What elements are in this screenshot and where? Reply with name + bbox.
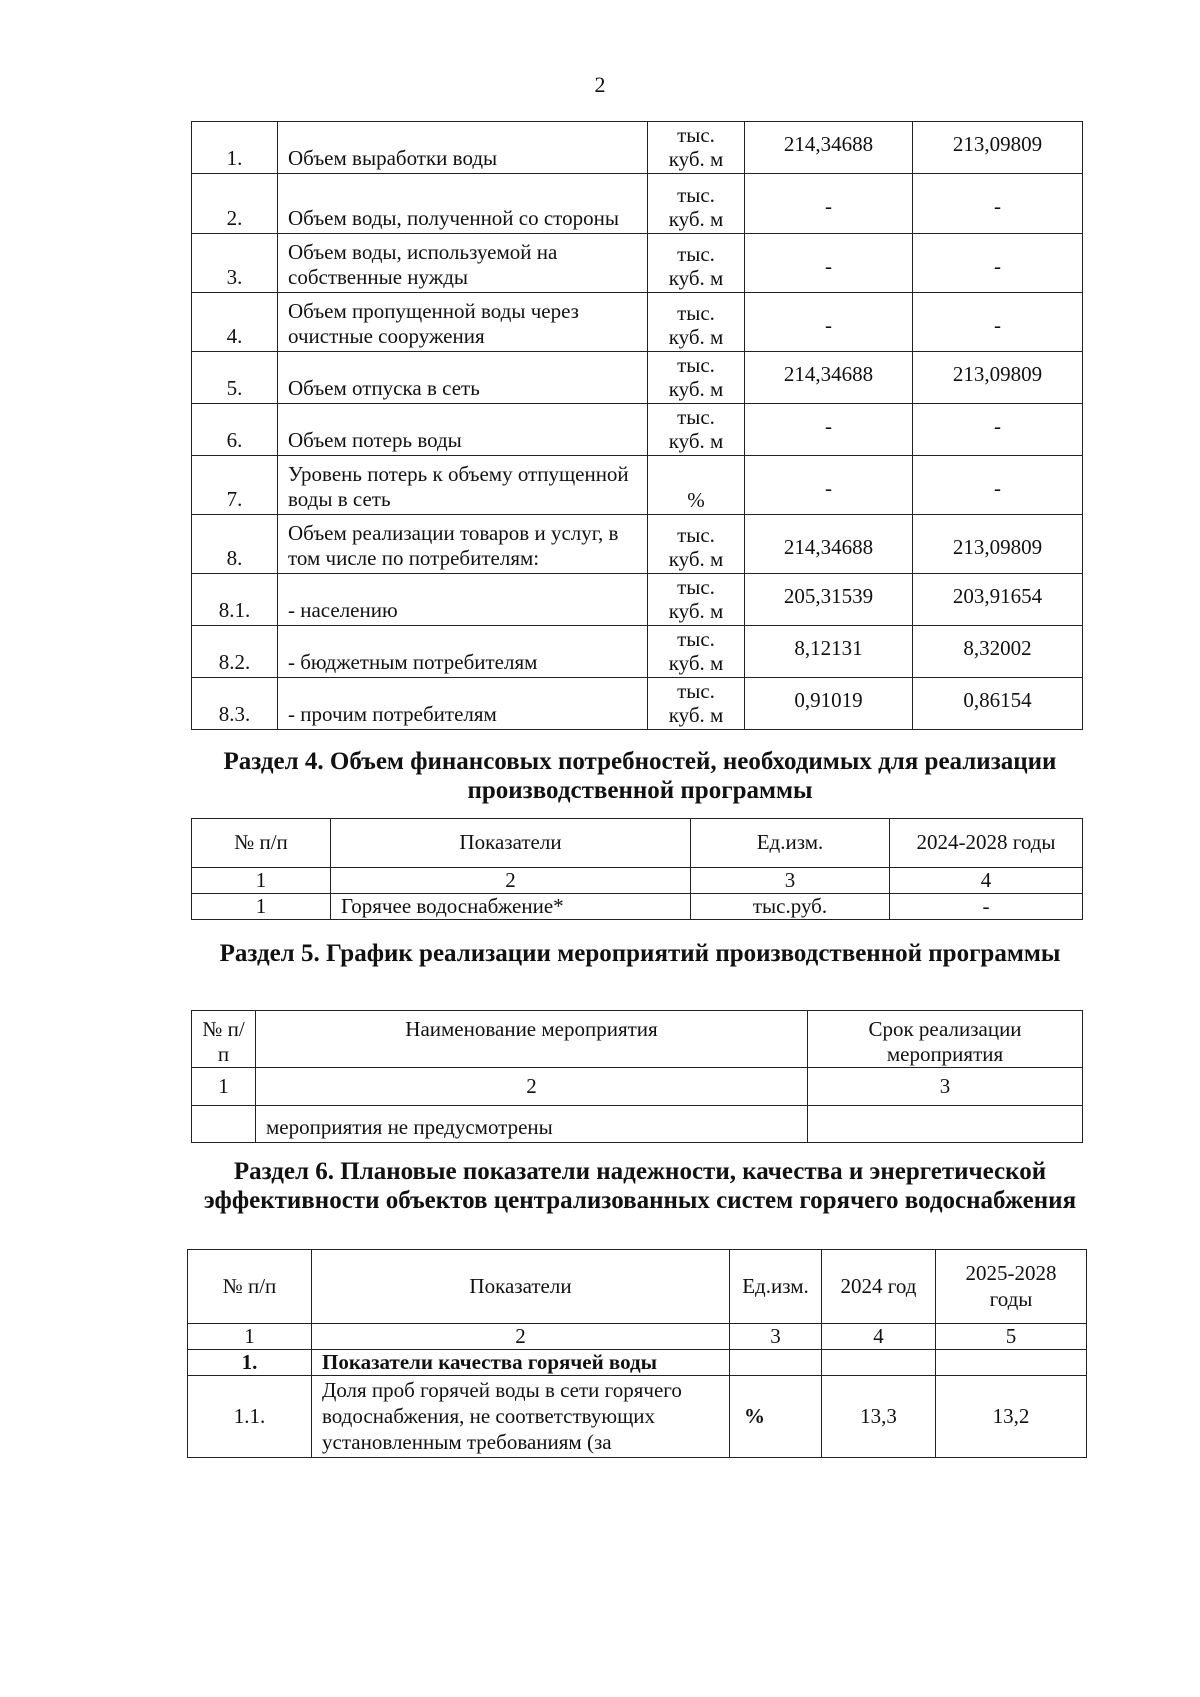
- row-name: Доля проб горячей воды в сети горячего водоснабжения, не соответствующих установленным требованиям (за: [312, 1376, 730, 1458]
- section-6-title: Раздел 6. Плановые показатели надежности, качества и энергетической эффективности объектов централизованных систем горячего водоснабжения: [203, 1158, 1077, 1214]
- row-unit: тыс. куб. м: [648, 574, 745, 626]
- row-unit: тыс. куб. м: [648, 352, 745, 404]
- row-unit: тыс. куб. м: [648, 293, 745, 352]
- row-name: Объем реализации товаров и услуг, в том числе по потребителям:: [278, 515, 648, 574]
- column-number: 2: [331, 868, 691, 894]
- row-value: -: [890, 894, 1083, 920]
- row-value-2: 203,91654: [913, 574, 1083, 626]
- column-number: 4: [890, 868, 1083, 894]
- row-name: Объем потерь воды: [278, 404, 648, 456]
- table-row: [192, 515, 1083, 574]
- column-number: 4: [822, 1324, 936, 1350]
- table-row: [192, 456, 1083, 515]
- row-value-2: -: [913, 456, 1083, 515]
- row-value-2: -: [913, 404, 1083, 456]
- column-number: 3: [730, 1324, 822, 1350]
- header-cell: 2025-2028 годы: [936, 1250, 1087, 1324]
- row-name: Объем отпуска в сеть: [278, 352, 648, 404]
- page-number: 2: [594, 72, 606, 97]
- row-number: 8.3.: [192, 678, 278, 730]
- row-number: [192, 1106, 256, 1143]
- column-number-row: [188, 1324, 1087, 1350]
- column-number-row: [192, 1068, 1083, 1106]
- row-number: 6.: [192, 404, 278, 456]
- row-number: 8.: [192, 515, 278, 574]
- row-number: 8.1.: [192, 574, 278, 626]
- row-value-1: -: [745, 174, 913, 234]
- header-cell: Срок реализации мероприятия: [808, 1011, 1083, 1068]
- table-row: [192, 122, 1083, 174]
- row-value-1: 205,31539: [745, 574, 913, 626]
- column-number: 1: [188, 1324, 312, 1350]
- table-row: [192, 174, 1083, 234]
- table-row: [192, 626, 1083, 678]
- row-number: 7.: [192, 456, 278, 515]
- row-number: 8.2.: [192, 626, 278, 678]
- row-value-1: 8,12131: [745, 626, 913, 678]
- row-value-2: 0,86154: [913, 678, 1083, 730]
- row-name: Объем выработки воды: [278, 122, 648, 174]
- row-name: - прочим потребителям: [278, 678, 648, 730]
- row-unit: тыс. куб. м: [648, 515, 745, 574]
- row-unit: тыс. куб. м: [648, 404, 745, 456]
- row-unit: тыс.руб.: [691, 894, 890, 920]
- table-header-row: [188, 1250, 1087, 1324]
- header-cell: 2024-2028 годы: [890, 819, 1083, 868]
- section-4-table: [191, 818, 1083, 920]
- table-row: [192, 352, 1083, 404]
- row-name: Горячее водоснабжение*: [331, 894, 691, 920]
- row-name: Объем пропущенной воды через очистные сооружения: [278, 293, 648, 352]
- empty-cell: [936, 1350, 1087, 1376]
- header-cell: № п/п: [192, 1011, 256, 1068]
- row-number: 3.: [192, 234, 278, 293]
- header-cell: Показатели: [331, 819, 691, 868]
- section-6-table: [187, 1249, 1087, 1458]
- header-cell: Показатели: [312, 1250, 730, 1324]
- table-row: [188, 1376, 1087, 1458]
- row-number: 1.: [192, 122, 278, 174]
- row-value-2: 213,09809: [913, 352, 1083, 404]
- table-row: [192, 1106, 1083, 1143]
- row-value-2: 213,09809: [913, 122, 1083, 174]
- row-name: - бюджетным потребителям: [278, 626, 648, 678]
- section-4-title: Раздел 4. Объем финансовых потребностей, необходимых для реализации производственной программы: [223, 748, 1057, 804]
- row-unit: тыс. куб. м: [648, 174, 745, 234]
- row-value-2: -: [913, 234, 1083, 293]
- row-number: 1: [192, 894, 331, 920]
- row-unit: %: [648, 456, 745, 515]
- row-number: 5.: [192, 352, 278, 404]
- column-number: 3: [808, 1068, 1083, 1106]
- column-number: 2: [312, 1324, 730, 1350]
- group-row: [188, 1350, 1087, 1376]
- table-row: [192, 678, 1083, 730]
- row-value-2024: 13,3: [822, 1376, 936, 1458]
- row-value-1: -: [745, 234, 913, 293]
- row-value-1: -: [745, 293, 913, 352]
- row-name: - населению: [278, 574, 648, 626]
- table-row: [192, 293, 1083, 352]
- header-cell: Наименование мероприятия: [256, 1011, 808, 1068]
- section-5-table: [191, 1010, 1083, 1143]
- row-value-2: -: [913, 293, 1083, 352]
- row-term: [808, 1106, 1083, 1143]
- header-cell: № п/п: [192, 819, 331, 868]
- table-header-row: [192, 819, 1083, 868]
- row-unit: тыс. куб. м: [648, 122, 745, 174]
- row-unit: %: [730, 1376, 822, 1458]
- row-value-2: -: [913, 174, 1083, 234]
- row-value-1: 214,34688: [745, 352, 913, 404]
- row-number: 4.: [192, 293, 278, 352]
- column-number-row: [192, 868, 1083, 894]
- row-number: 1.1.: [188, 1376, 312, 1458]
- row-value-1: 214,34688: [745, 515, 913, 574]
- row-name: Уровень потерь к объему отпущенной воды в сеть: [278, 456, 648, 515]
- row-value-2: 213,09809: [913, 515, 1083, 574]
- row-value-1: -: [745, 404, 913, 456]
- table-row: [192, 404, 1083, 456]
- row-value-1: 0,91019: [745, 678, 913, 730]
- section-5-title: Раздел 5. График реализации мероприятий производственной программы: [219, 940, 1061, 967]
- row-value-2: 8,32002: [913, 626, 1083, 678]
- column-number: 3: [691, 868, 890, 894]
- row-unit: тыс. куб. м: [648, 234, 745, 293]
- water-volume-table: [191, 121, 1083, 730]
- header-cell: № п/п: [188, 1250, 312, 1324]
- header-cell: Ед.изм.: [691, 819, 890, 868]
- column-number: 2: [256, 1068, 808, 1106]
- row-value-2025-2028: 13,2: [936, 1376, 1087, 1458]
- header-cell: 2024 год: [822, 1250, 936, 1324]
- group-number: 1.: [188, 1350, 312, 1376]
- column-number: 1: [192, 1068, 256, 1106]
- column-number: 1: [192, 868, 331, 894]
- group-name: Показатели качества горячей воды: [312, 1350, 730, 1376]
- empty-cell: [730, 1350, 822, 1376]
- row-number: 2.: [192, 174, 278, 234]
- table-header-row: [192, 1011, 1083, 1068]
- table-row: [192, 894, 1083, 920]
- table-row: [192, 574, 1083, 626]
- row-name: Объем воды, полученной со стороны: [278, 174, 648, 234]
- empty-cell: [822, 1350, 936, 1376]
- row-value-1: 214,34688: [745, 122, 913, 174]
- row-unit: тыс. куб. м: [648, 626, 745, 678]
- column-number: 5: [936, 1324, 1087, 1350]
- table-row: [192, 234, 1083, 293]
- row-name: мероприятия не предусмотрены: [256, 1106, 808, 1143]
- row-value-1: -: [745, 456, 913, 515]
- row-name: Объем воды, используемой на собственные нужды: [278, 234, 648, 293]
- header-cell: Ед.изм.: [730, 1250, 822, 1324]
- row-unit: тыс. куб. м: [648, 678, 745, 730]
